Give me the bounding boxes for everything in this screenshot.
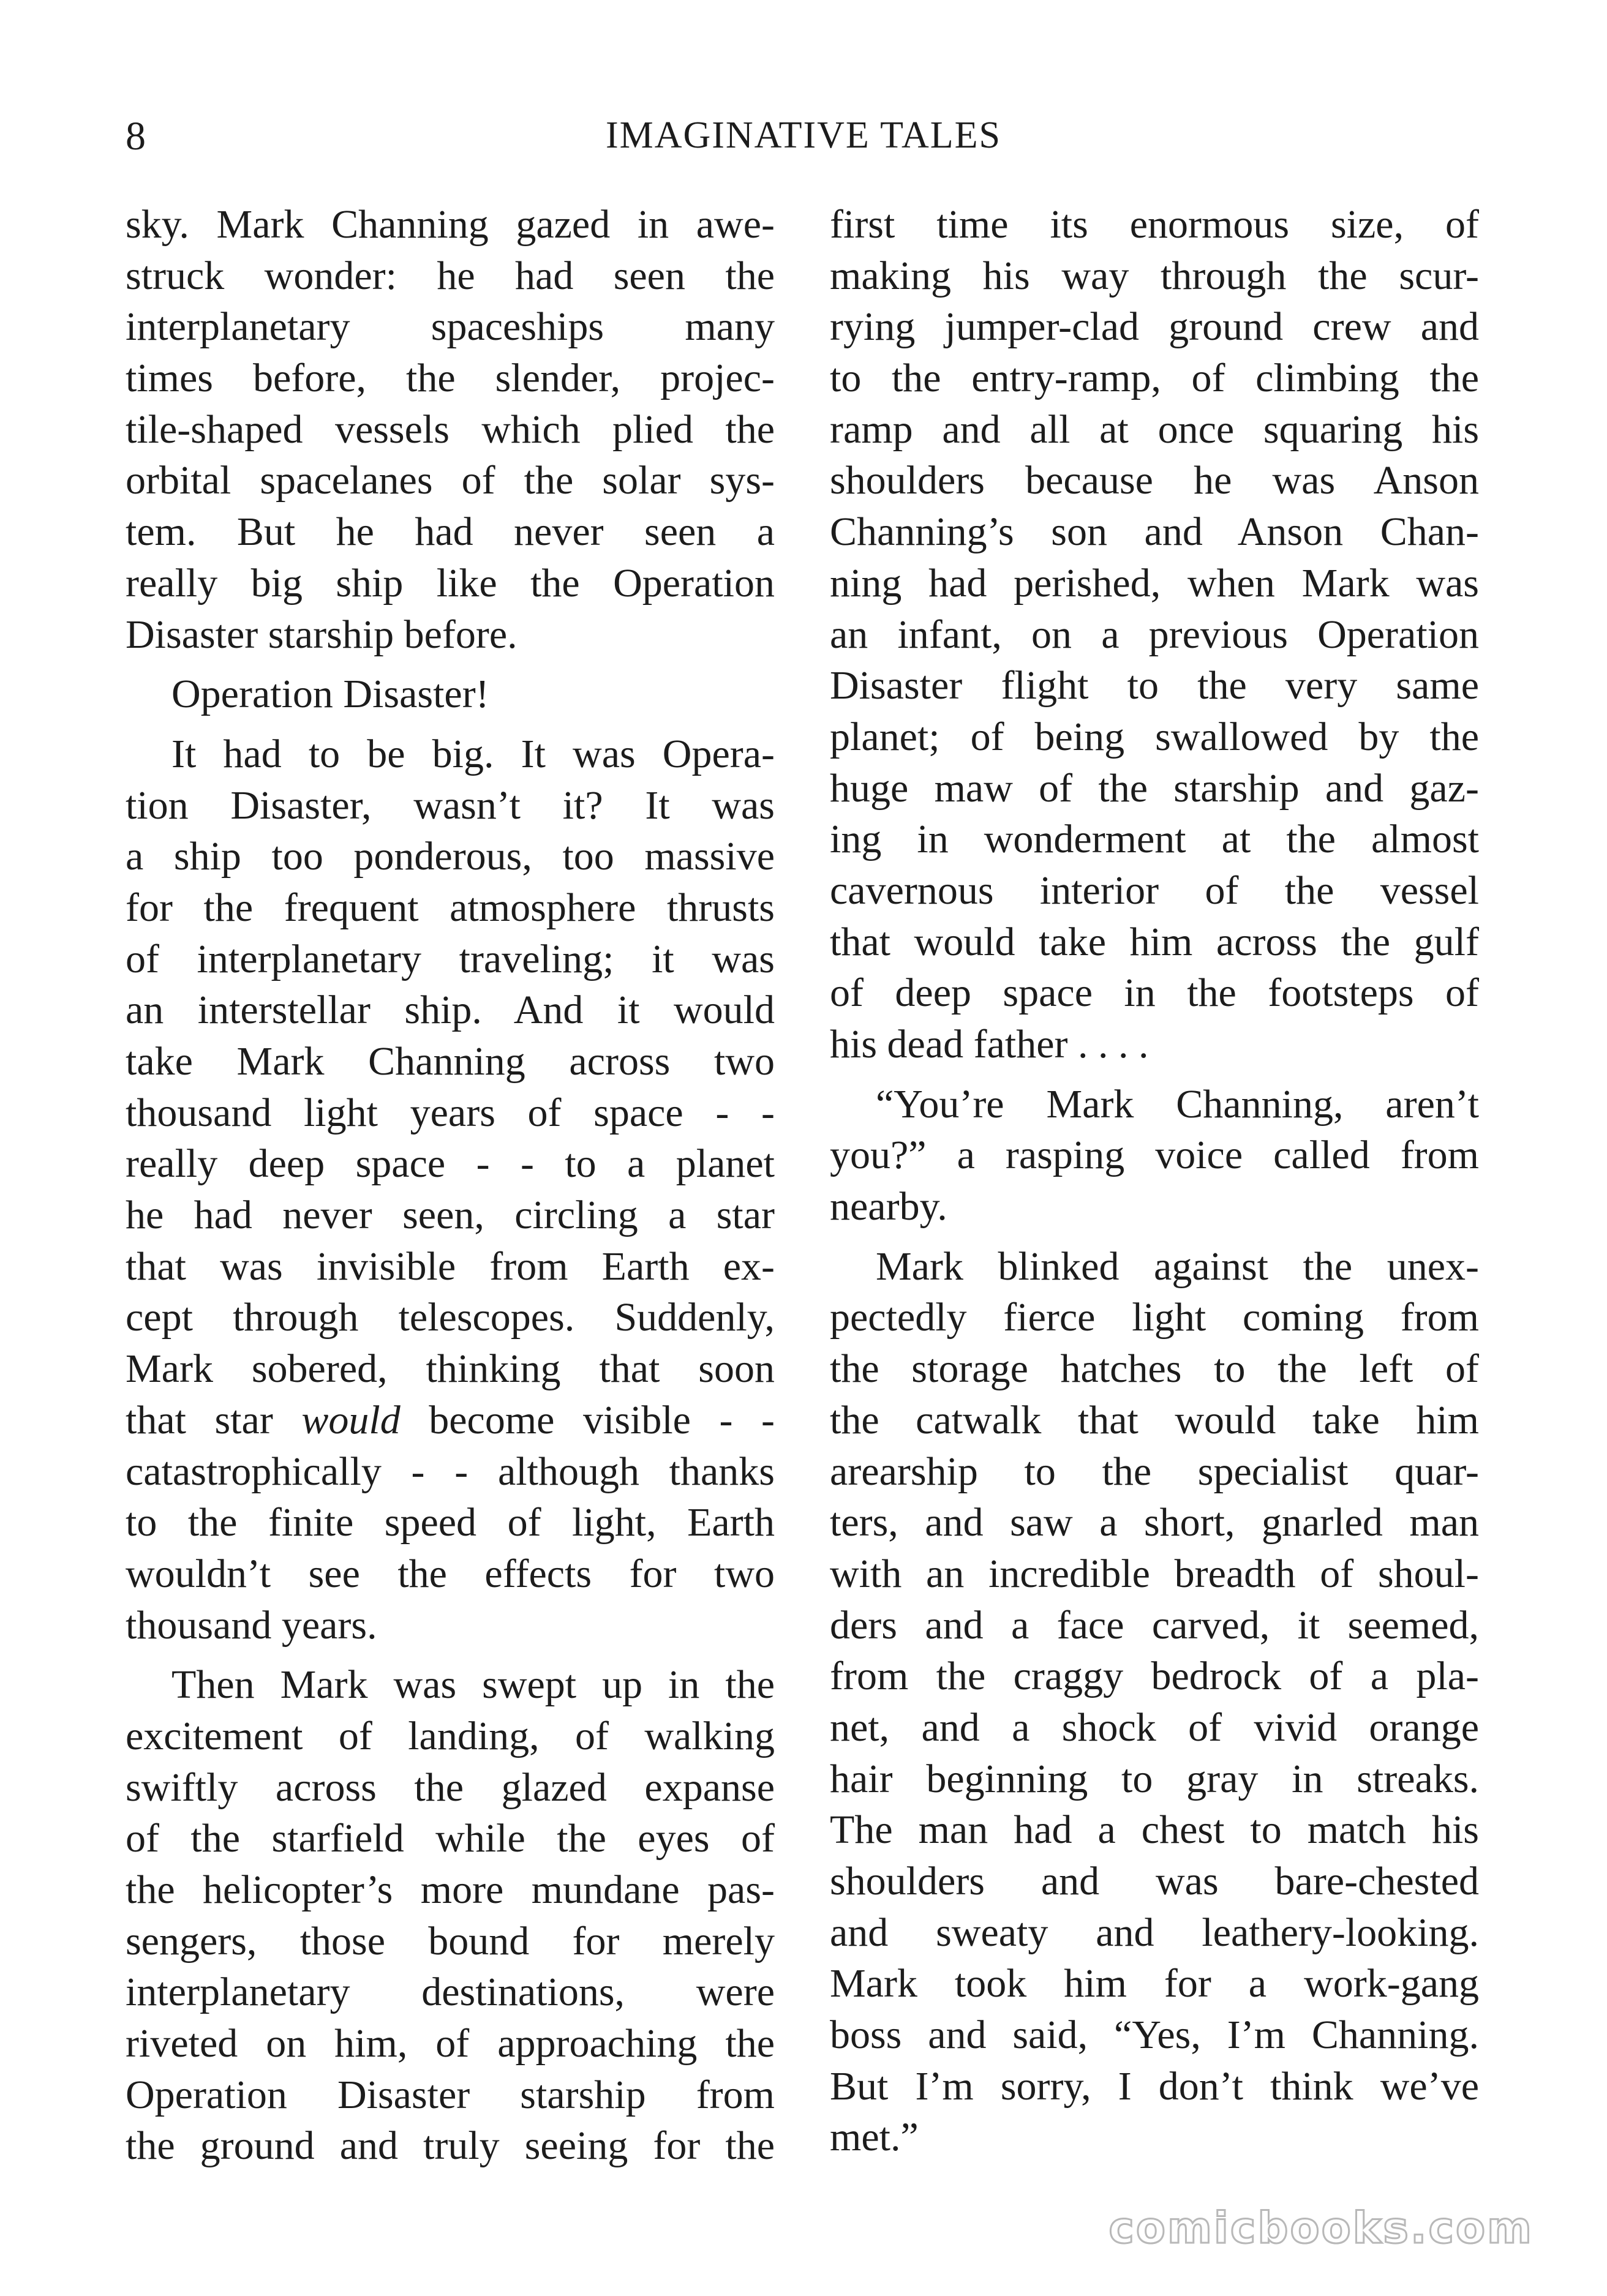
text-line: tile-shaped vessels which plied the bbox=[126, 407, 775, 452]
right-column bbox=[830, 199, 1479, 2163]
text-line: Then Mark was swept up in the bbox=[171, 1662, 775, 1708]
text-line: really deep space - - to a planet bbox=[126, 1141, 775, 1187]
text-line: met.” bbox=[830, 2115, 919, 2160]
text-fragment: become visible - - bbox=[400, 1397, 775, 1443]
text-line-with-italic bbox=[126, 1395, 775, 1446]
paragraph-6 bbox=[830, 1079, 1479, 1232]
text-line: to the finite speed of light, Earth bbox=[126, 1500, 775, 1545]
text-line: that would take him across the gulf bbox=[830, 919, 1479, 964]
text-line: interplanetary spaceships many bbox=[126, 304, 775, 350]
text-line: struck wonder: he had seen the bbox=[126, 253, 775, 298]
text-line: Operation Disaster starship from bbox=[126, 2072, 775, 2117]
text-line: thousand light years of space - - bbox=[126, 1090, 775, 1135]
text-line: orbital spacelanes of the solar sys- bbox=[126, 458, 775, 503]
text-line: with an incredible breadth of shoul- bbox=[830, 1551, 1479, 1596]
text-line: sengers, those bound for merely bbox=[126, 1918, 775, 1964]
text-line: of deep space in the footsteps of bbox=[830, 970, 1479, 1016]
text-line: rying jumper-clad ground crew and bbox=[830, 304, 1479, 350]
paragraph-4 bbox=[126, 1659, 775, 2172]
text-line: interplanetary destinations, were bbox=[126, 1970, 775, 2015]
text-line: Operation Disaster! bbox=[171, 672, 489, 717]
text-line: net, and a shock of vivid orange bbox=[830, 1705, 1479, 1750]
text-line: ramp and all at once squaring his bbox=[830, 407, 1479, 452]
text-line: Disaster starship before. bbox=[126, 612, 517, 657]
text-line: the storage hatches to the left of bbox=[830, 1346, 1479, 1392]
text-line: shoulders because he was Anson bbox=[830, 458, 1479, 503]
text-line: making his way through the scur- bbox=[830, 253, 1479, 298]
text-line: tion Disaster, wasn’t it? It was bbox=[126, 782, 775, 828]
text-line: times before, the slender, projec- bbox=[126, 356, 775, 401]
text-line: planet; of being swallowed by the bbox=[830, 714, 1479, 759]
text-line: The man had a chest to match his bbox=[830, 1807, 1479, 1853]
paragraph-3 bbox=[126, 729, 775, 1651]
watermark-logo: comicbooks.com bbox=[1108, 2203, 1534, 2253]
running-head: IMAGINATIVE TALES bbox=[605, 114, 1002, 156]
text-line: sky. Mark Channing gazed in awe- bbox=[126, 202, 775, 247]
text-line: he had never seen, circling a star bbox=[126, 1193, 775, 1238]
text-line: from the craggy bedrock of a pla- bbox=[830, 1654, 1479, 1699]
text-line: Channing’s son and Anson Chan- bbox=[830, 509, 1479, 555]
text-line: pectedly fierce light coming from bbox=[830, 1295, 1479, 1340]
text-line: “You’re Mark Channing, aren’t bbox=[876, 1081, 1479, 1127]
text-line: arearship to the specialist quar- bbox=[830, 1449, 1479, 1494]
text-line: take Mark Channing across two bbox=[126, 1039, 775, 1084]
text-line: thousand years. bbox=[126, 1602, 377, 1648]
text-line: of interplanetary traveling; it was bbox=[126, 936, 775, 981]
text-line: ning had perished, when Mark was bbox=[830, 560, 1479, 606]
text-line: for the frequent atmosphere thrusts bbox=[126, 885, 775, 930]
text-line: ters, and saw a short, gnarled man bbox=[830, 1500, 1479, 1545]
text-line: ders and a face carved, it seemed, bbox=[830, 1602, 1479, 1648]
text-line: that was invisible from Earth ex- bbox=[126, 1244, 775, 1289]
text-line: an interstellar ship. And it would bbox=[126, 988, 775, 1033]
text-line: nearby. bbox=[830, 1184, 947, 1229]
page-number: 8 bbox=[126, 114, 146, 159]
paragraph-1 bbox=[126, 199, 775, 660]
paragraph-5 bbox=[830, 199, 1479, 1070]
text-line: cavernous interior of the vessel bbox=[830, 868, 1479, 913]
text-line: his dead father . . . . bbox=[830, 1022, 1149, 1067]
text-line: of the starfield while the eyes of bbox=[126, 1816, 775, 1861]
left-column bbox=[126, 199, 775, 2172]
text-line: It had to be big. It was Opera- bbox=[171, 731, 775, 776]
text-line: hair beginning to gray in streaks. bbox=[830, 1756, 1479, 1801]
text-line: huge maw of the starship and gaz- bbox=[830, 765, 1479, 811]
text-line: catastrophically - - although thanks bbox=[126, 1449, 775, 1494]
italic-word: would bbox=[301, 1397, 401, 1443]
paragraph-2 bbox=[126, 669, 775, 720]
text-line: ing in wonderment at the almost bbox=[830, 817, 1479, 862]
text-line: But I’m sorry, I don’t think we’ve bbox=[830, 2063, 1479, 2109]
text-line: tem. But he had never seen a bbox=[126, 509, 775, 555]
text-line: Mark took him for a work-gang bbox=[830, 1961, 1479, 2006]
text-line: the helicopter’s more mundane pas- bbox=[126, 1867, 775, 1912]
text-line: an infant, on a previous Operation bbox=[830, 612, 1479, 657]
text-line: to the entry-ramp, of climbing the bbox=[830, 356, 1479, 401]
text-line: a ship too ponderous, too massive bbox=[126, 834, 775, 879]
text-line: first time its enormous size, of bbox=[830, 202, 1479, 247]
text-line: Disaster flight to the very same bbox=[830, 663, 1479, 708]
text-line: wouldn’t see the effects for two bbox=[126, 1551, 775, 1596]
text-line: Mark sobered, thinking that soon bbox=[126, 1346, 775, 1392]
text-line: and sweaty and leathery-looking. bbox=[830, 1910, 1479, 1955]
text-line: swiftly across the glazed expanse bbox=[126, 1765, 775, 1810]
text-line: riveted on him, of approaching the bbox=[126, 2021, 775, 2066]
text-line: really big ship like the Operation bbox=[126, 560, 775, 606]
text-line: the catwalk that would take him bbox=[830, 1397, 1479, 1443]
text-fragment: that star bbox=[126, 1397, 302, 1443]
text-line: boss and said, “Yes, I’m Channing. bbox=[830, 2013, 1479, 2058]
text-line: you?” a rasping voice called from bbox=[830, 1133, 1479, 1178]
text-line: the ground and truly seeing for the bbox=[126, 2123, 775, 2169]
text-line: excitement of landing, of walking bbox=[126, 1713, 775, 1758]
paragraph-7 bbox=[830, 1241, 1479, 2163]
text-line: cept through telescopes. Suddenly, bbox=[126, 1295, 775, 1340]
text-line: Mark blinked against the unex- bbox=[876, 1244, 1479, 1289]
text-line: shoulders and was bare-chested bbox=[830, 1859, 1479, 1904]
